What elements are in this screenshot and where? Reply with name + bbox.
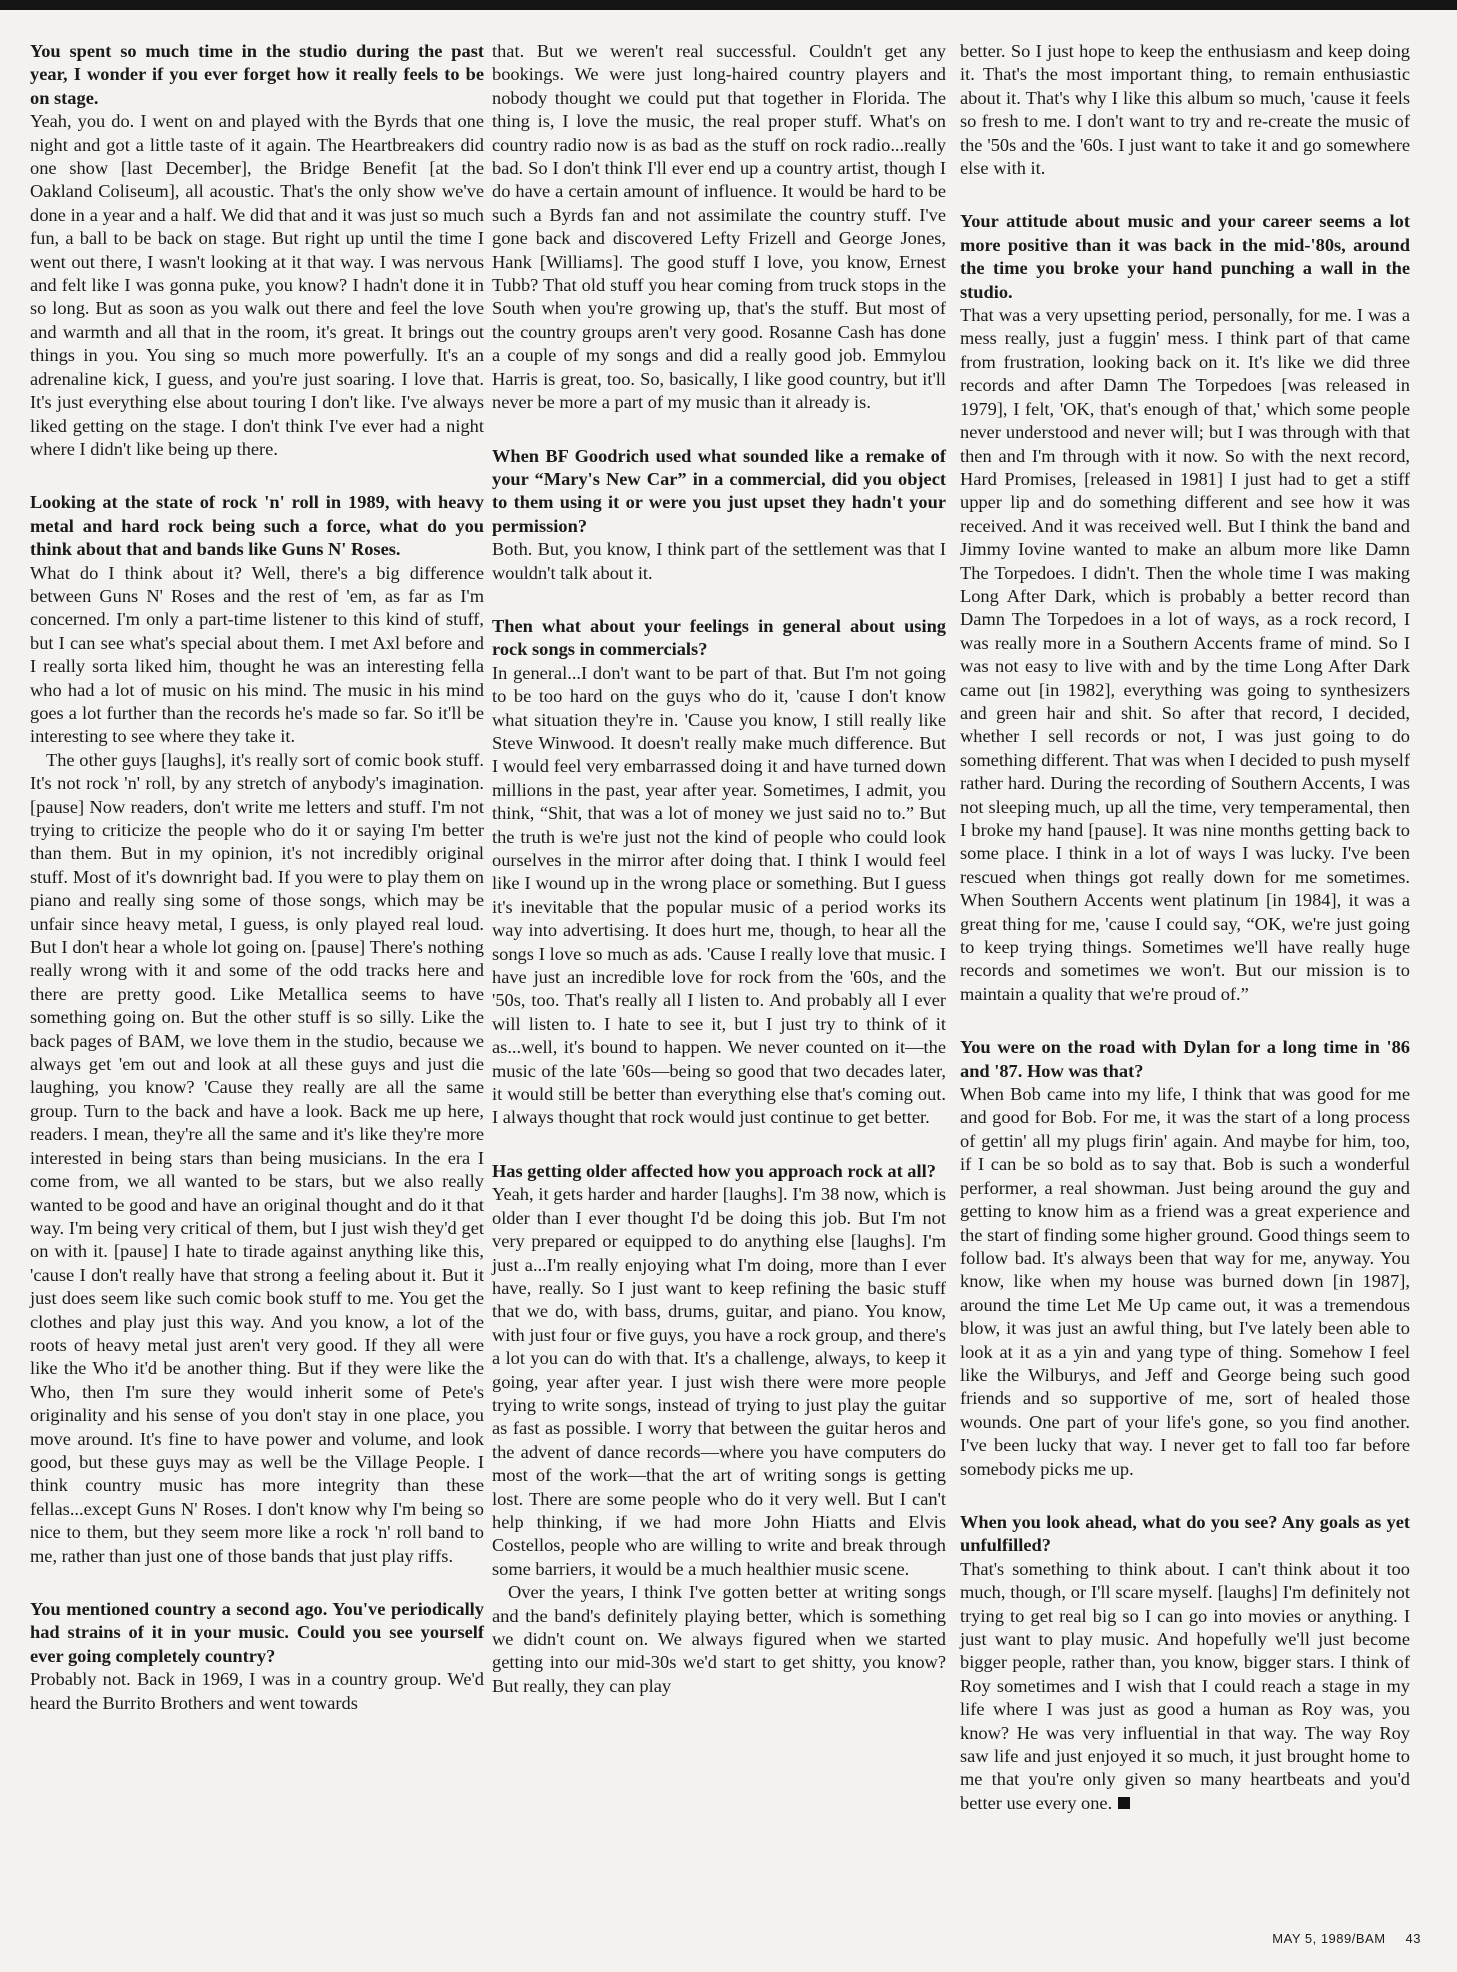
interview-answer: Probably not. Back in 1969, I was in a country group. We'd heard the Burrito Brothers and went towards [30, 1669, 484, 1713]
interview-answer: What do I think about it? Well, there's a big difference between Guns N' Roses and the rest of 'em, as far as I'm concerned. I'm only a part-time listener to this kind of stuff, but I can see what's special about them. I met Axl before and I really sorta liked him, thought he was an interesting fella who had a lot of music on his mind. The music in his mind goes a lot further than the records he's made so far. So it'll be interesting to see where they take it. [30, 562, 484, 747]
page-footer [1272, 1931, 1421, 1946]
footer-date-publication: MAY 5, 1989/BAM [1272, 1931, 1386, 1946]
interview-question: When BF Goodrich used what sounded like a remake of your “Mary's New Car” in a commercial, did you object to them using it or were you just upset they hadn't your permission? [492, 445, 946, 536]
interview-answer: The other guys [laughs], it's really sort of comic book stuff. It's not rock 'n' roll, by any stretch of anybody's imagination. [pause] Now readers, don't write me letters and stuff. I'm not trying to criticize the people who do it or saying I'm better than them. But in my opinion, it's not incredibly original stuff. Most of it's downright bad. If you were to play them on piano and really sing some of those songs, which may be unfair since heavy metal, I guess, is only played real loud. But I don't hear a whole lot going on. [pause] There's nothing really wrong with it and some of the odd tracks here and there are pretty good. Like Metallica seems to have something going on. But the other stuff is so silly. Like the back pages of BAM, we love them in the studio, because we always get 'em out and look at all these guys and just die laughing, you know? 'Cause they really are all the same group. Turn to the back and have a look. Back me up here, readers. I mean, they're all the same and it's like they're more interested in being stars than being musicians. In the era I come from, we all wanted to be stars, but we also really wanted to be good and have an original thought and do it that way. I'm being very critical of them, but I just wish they'd get on with it. [pause] I hate to tirade against anything like this, 'cause I don't really have that strong a feeling about it. But it just does seem like such comic book stuff to me. You get the clothes and play just this way. And you know, a lot of the roots of heavy metal just aren't very good. If they all were like the Who it'd be another thing. But if they were like the Who, then I'm sure they would inherit some of Pete's originality and his sense of you don't stay in one place, you move around. It's fine to have power and volume, and look good, but these guys may as well be the Village People. I think country music has more integrity than these fellas...except Guns N' Roses. I don't know why I'm being so nice to them, but they seem more like a rock 'n' roll band to me, rather than just one of those bands that just play riffs. [30, 749, 484, 1566]
column-left [30, 40, 484, 1715]
interview-question: Your attitude about music and your career seems a lot more positive than it was back in the mid-'80s, around the time you broke your hand punching a wall in the studio. [960, 211, 1410, 302]
interview-question: Then what about your feelings in general about using rock songs in commercials? [492, 615, 946, 660]
page-number: 43 [1405, 1931, 1421, 1946]
interview-answer: That was a very upsetting period, personally, for me. I was a mess really, just a fuggin' mess. I think part of that came from frustration, looking back on it. It's like we did three records and after Damn The Torpedoes [was released in 1979], I felt, 'OK, that's enough of that,' which some people never understood and never will; but I was through with that then and I'm through with it now. So with the next record, Hard Promises, [released in 1981] I just had to get a stiff upper lip and do something different and see how it was received. And it was received well. But I think the band and Jimmy Iovine wanted to make an album more like Damn The Torpedoes. I didn't. Then the whole time I was making Long After Dark, which is probably a better record than Damn The Torpedoes in a lot of ways, as a rock record, I was really more in a Southern Accents frame of mind. So I was not easy to live with and by the time Long After Dark came out [in 1982], everything was going to synthesizers and green hair and shit. So after that record, I decided, whether I sell records or not, I was just going to do something different. That was when I decided to push myself rather hard. During the recording of Southern Accents, I was not sleeping much, up all the time, very temperamental, then I broke my hand [pause]. It was nine months getting back to some place. I think in a lot of ways I was lucky. I've been rescued when things got really down for me sometimes. When Southern Accents went platinum [in 1984], it was a great thing for me, 'cause I could say, “OK, we're just going to keep trying things. Sometimes we'll have really huge records and sometimes we won't. But our mission is to maintain a quality that we're proud of.” [960, 305, 1410, 1004]
interview-answer: better. So I just hope to keep the enthusiasm and keep doing it. That's the most important thing, to remain enthusiastic about it. That's why I like this album so much, 'cause it feels so fresh to me. I don't want to try and re-create the music of the '50s and the '60s. I just want to take it and go somewhere else with it. [960, 41, 1410, 179]
interview-question: Looking at the state of rock 'n' roll in 1989, with heavy metal and hard rock being such a force, what do you think about that and bands like Guns N' Roses. [30, 492, 484, 560]
interview-answer: Both. But, you know, I think part of the settlement was that I wouldn't talk about it. [492, 539, 946, 583]
interview-answer: Yeah, it gets harder and harder [laughs]. I'm 38 now, which is older than I ever thought I'd be doing this job. But I'm not very prepared or equipped to do anything else [laughs]. I'm just a...I'm really enjoying what I'm doing, more than I ever have, really. So I just want to keep refining the basic stuff that we do, with bass, drums, guitar, and piano. You know, with just four or five guys, you have a rock group, and there's a lot you can do with that. It's a challenge, always, to keep it going, year after year. I just wish there were more people trying to write songs, instead of trying to just play the guitar as fast as possible. I worry that between the guitar heros and the advent of dance records—where you have computers do most of the work—that the art of writing songs is getting lost. There are some people who do it very well. But I can't help thinking, if we had more John Hiatts and Elvis Costellos, people who are willing to write and break through some barriers, it would be a much healthier music scene. [492, 1184, 946, 1579]
interview-answer: Over the years, I think I've gotten better at writing songs and the band's definitely playing better, which is something we didn't count on. We always figured when we started getting into our mid-30s we'd start to get shitty, you know? But really, they can play [492, 1582, 946, 1696]
interview-question: You were on the road with Dylan for a long time in '86 and '87. How was that? [960, 1037, 1410, 1081]
interview-answer: In general...I don't want to be part of that. But I'm not going to be too hard on the guys who do it, 'cause I don't know what situation they're in. 'Cause you know, I still really like Steve Winwood. It doesn't really make much difference. But I would feel very embarrassed doing it and have turned down millions in the past, year after year. Sometimes, I admit, you think, “Shit, that was a lot of money we just said no to.” But the truth is we're just not the kind of people who could look ourselves in the mirror after doing that. I think I would feel like I wound up in the wrong place or something. But I guess it's inevitable that the popular music of a period works its way into advertising. It does hurt me, though, to hear all the songs I love so much as ads. 'Cause I really love that music. I have just an incredible love for rock from the '60s, and the '50s, too. That's really all I listen to. And probably all I ever will listen to. I hate to see it, but I just try to think of it as...well, it's bound to happen. We never counted on it—the music of the late '60s—being so good that two decades later, it would still be better than everything else that's coming out. I always thought that rock would just continue to get better. [492, 662, 946, 1128]
interview-answer: That's something to think about. I can't think about it too much, though, or I'll scare myself. [laughs] I'm definitely not trying to get real big so I can go into movies or anything. I just want to play music. And hopefully we'll just become bigger people, rather than, you know, bigger stars. I think of Roy sometimes and I wish that I could reach a stage in my life where I was just as good a human as Roy was, you know? He was very influential in that way. The way Roy saw life and just enjoyed it so much, it just brought home to me that you're only given so many heartbeats and you'd better use every one. [960, 1558, 1410, 1813]
interview-answer: Yeah, you do. I went on and played with the Byrds that one night and got a little taste of it again. The Heartbreakers did one show [last December], the Bridge Benefit [at the Oakland Coliseum], all acoustic. That's the only show we've done in a year and a half. We did that and it was just so much fun, a ball to be back on stage. But right up until the time I went out there, I wasn't looking at it that way. I was nervous and felt like I was gonna puke, you know? I hadn't done it in so long. But as soon as you walk out there and feel the love and warmth and all that in the room, it's great. It brings out things in you. You sing so much more powerfully. It's an adrenaline kick, I guess, and you're just soaring. I love that. It's just everything else about touring I don't like. I've always liked getting on the stage. I don't think I've ever had a night where I didn't like being up there. [30, 111, 484, 459]
interview-question: When you look ahead, what do you see? Any goals as yet unfulfilled? [960, 1511, 1410, 1556]
interview-answer: that. But we weren't real successful. Couldn't get any bookings. We were just long-haired country players and nobody thought we could put that together in Florida. The thing is, I love the music, the real proper stuff. What's on country radio now is as bad as the stuff on rock radio...really bad. So I don't think I'll ever end up a country artist, though I do have a certain amount of influence. It would be hard to be such a Byrds fan and not assimilate the country stuff. I've gone back and discovered Lefty Frizell and George Jones, Hank [Williams]. The good stuff I love, you know, Ernest Tubb? That old stuff you hear coming from truck stops in the South when you're growing up, that's the stuff. But most of the country groups aren't very good. Rosanne Cash has done a couple of my songs and did a really good job. Emmylou Harris is great, too. So, basically, I like good country, but it'll never be more a part of my music than it already is. [492, 41, 946, 413]
interview-question: You spent so much time in the studio during the past year, I wonder if you ever forget how it really feels to be on stage. [30, 41, 484, 108]
column-middle [492, 40, 946, 1698]
column-right [960, 40, 1410, 1815]
top-border-rule [0, 0, 1457, 10]
interview-answer: When Bob came into my life, I think that was good for me and good for Bob. For me, it was the start of a long process of gettin' all my plugs firin' again. And maybe for him, too, if I can be so bold as to say that. Bob is such a wonderful performer, a real showman. Just being around the guy and getting to know him as a friend was a great experience and the start of finding some higher ground. Good things seem to follow bad. It's always been that way for me, anyway. You know, like when my house was burned down [in 1987], around the time Let Me Up came out, it was a tremendous blow, it was just an awful thing, but I've lately been able to look at it as a yin and yang type of thing. Somehow I feel like the Wilburys, and Jeff and George being such good friends and so supportive of me, sort of healed those wounds. One part of your life's gone, so you find another. I've been lucky that way. I never get to fall too far before somebody picks me up. [960, 1084, 1410, 1479]
end-of-article-mark [1118, 1797, 1130, 1809]
interview-question: Has getting older affected how you approach rock at all? [492, 1160, 936, 1181]
interview-question: You mentioned country a second ago. You've periodically had strains of it in your music. Could you see yourself ever going completely country? [30, 1599, 484, 1666]
